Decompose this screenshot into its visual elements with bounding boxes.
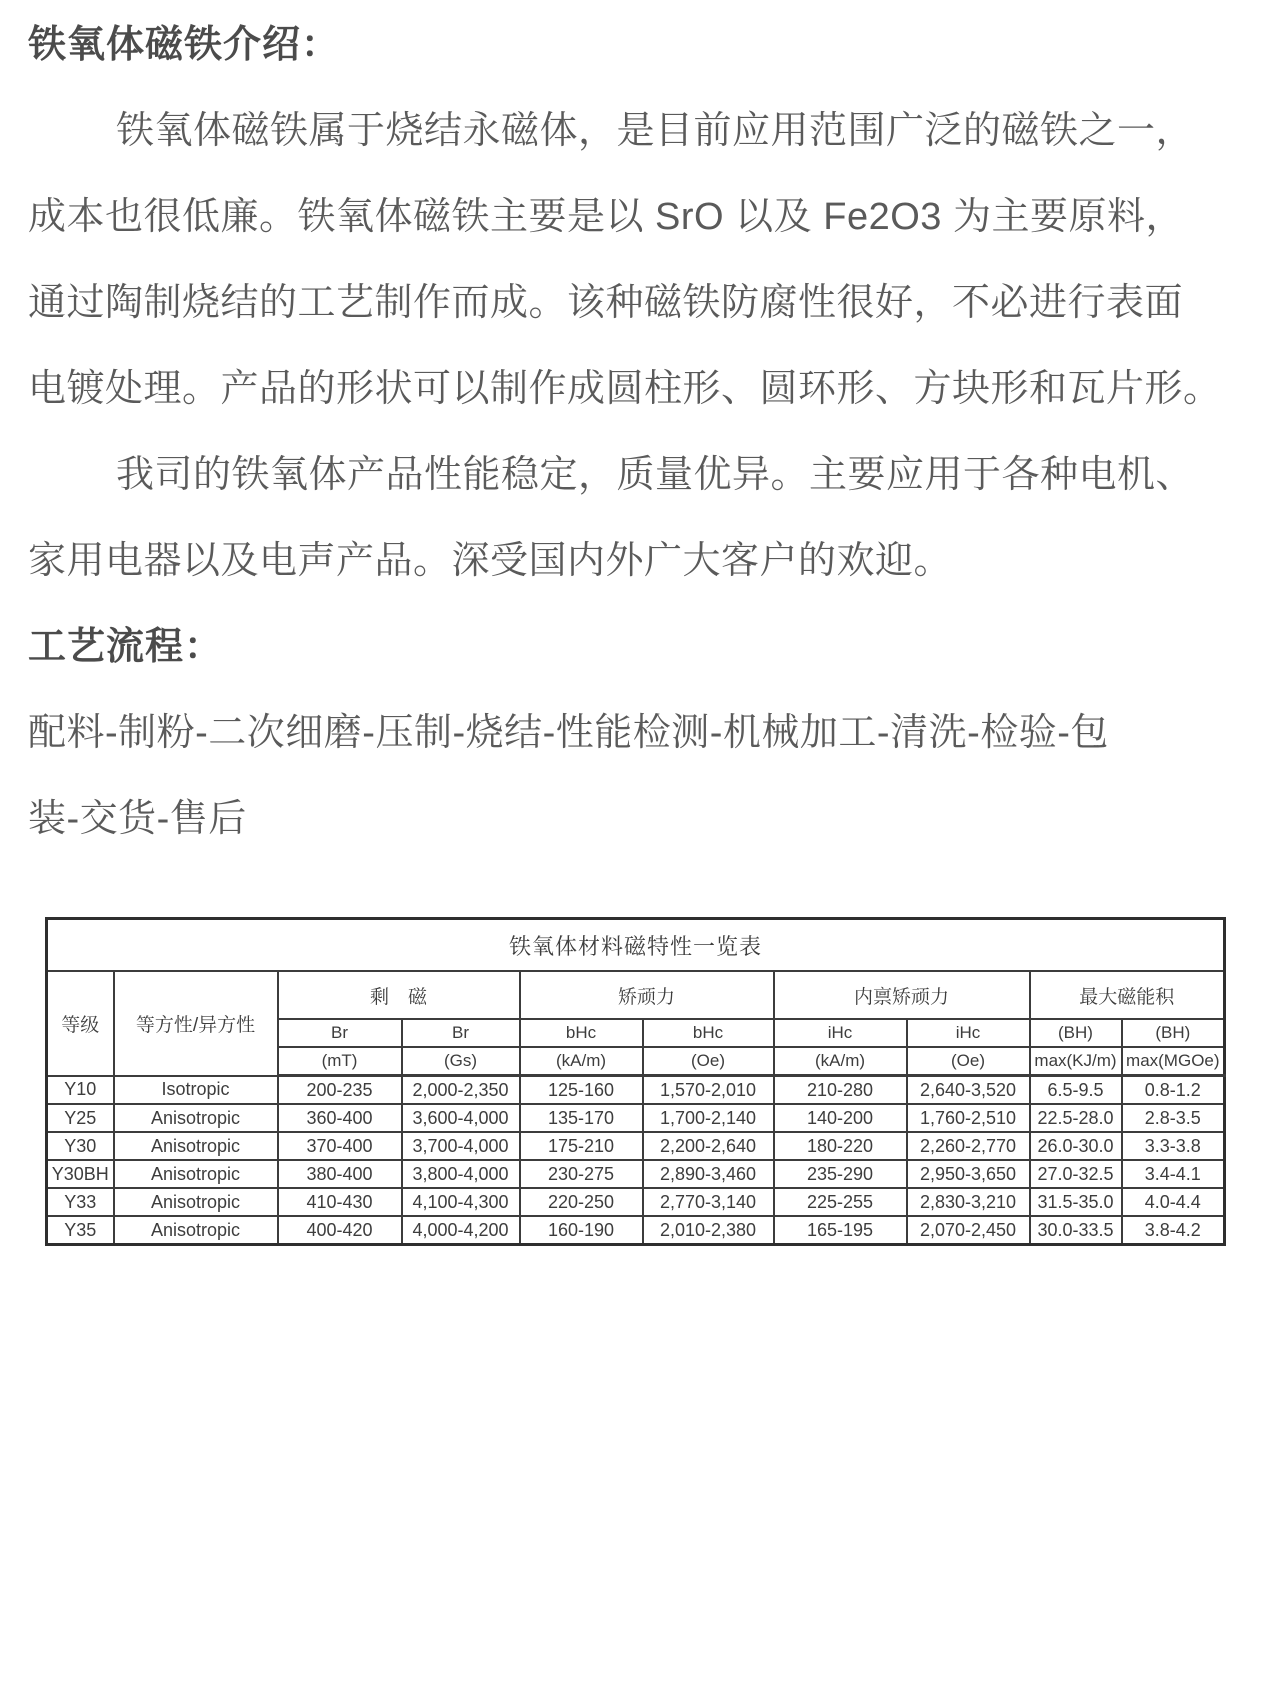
header-cell: bHc	[643, 1019, 774, 1047]
table-cell: 225-255	[774, 1188, 907, 1216]
table-cell: 2,070-2,450	[907, 1216, 1030, 1245]
table-cell: Anisotropic	[114, 1104, 278, 1132]
header-cell: iHc	[907, 1019, 1030, 1047]
table-cell: 360-400	[278, 1104, 402, 1132]
table-cell: 230-275	[520, 1160, 643, 1188]
table-row	[47, 1188, 1225, 1216]
table-title-row	[47, 919, 1225, 972]
table-cell: 30.0-33.5	[1030, 1216, 1122, 1245]
table-cell: 380-400	[278, 1160, 402, 1188]
header-max-energy-product: 最大磁能积	[1030, 971, 1225, 1019]
table-cell: Anisotropic	[114, 1216, 278, 1245]
table-cell: 2,640-3,520	[907, 1076, 1030, 1105]
table-cell: 1,760-2,510	[907, 1104, 1030, 1132]
unit-cell: max(MGOe)	[1122, 1047, 1225, 1076]
table-cell: 180-220	[774, 1132, 907, 1160]
header-cell: (BH)	[1122, 1019, 1225, 1047]
intro-line-3: 通过陶制烧结的工艺制作而成。该种磁铁防腐性很好，不必进行表面	[28, 282, 1184, 324]
table-cell: 220-250	[520, 1188, 643, 1216]
table-cell: 160-190	[520, 1216, 643, 1245]
table-cell: 2,010-2,380	[643, 1216, 774, 1245]
table-cell: 3,600-4,000	[402, 1104, 520, 1132]
table-row	[47, 1216, 1225, 1245]
header-grade: 等级	[47, 971, 114, 1076]
table-row	[47, 1160, 1225, 1188]
table-cell: 27.0-32.5	[1030, 1160, 1122, 1188]
unit-cell: (kA/m)	[520, 1047, 643, 1076]
table-cell: 125-160	[520, 1076, 643, 1105]
header-coercivity: 矫顽力	[520, 971, 774, 1019]
table-cell: 1,570-2,010	[643, 1076, 774, 1105]
table-cell: 3,800-4,000	[402, 1160, 520, 1188]
table-cell: 140-200	[774, 1104, 907, 1132]
table-cell: 3.3-3.8	[1122, 1132, 1225, 1160]
header-cell: (BH)	[1030, 1019, 1122, 1047]
table-cell: 165-195	[774, 1216, 907, 1245]
table-cell: Y30BH	[47, 1160, 114, 1188]
header-cell: iHc	[774, 1019, 907, 1047]
table-title: 铁氧体材料磁特性一览表	[47, 919, 1225, 972]
table-cell: 210-280	[774, 1076, 907, 1105]
unit-cell: (kA/m)	[774, 1047, 907, 1076]
table-cell: Anisotropic	[114, 1188, 278, 1216]
table-cell: 3.8-4.2	[1122, 1216, 1225, 1245]
intro-line-1: 铁氧体磁铁属于烧结永磁体，是目前应用范围广泛的磁铁之一，	[116, 110, 1195, 152]
table-cell: 4.0-4.4	[1122, 1188, 1225, 1216]
unit-cell: (Oe)	[643, 1047, 774, 1076]
header-isotropy: 等方性/异方性	[114, 971, 278, 1076]
table-cell: 2,000-2,350	[402, 1076, 520, 1105]
table-cell: 370-400	[278, 1132, 402, 1160]
table-cell: 2.8-3.5	[1122, 1104, 1225, 1132]
unit-cell: max(KJ/m)	[1030, 1047, 1122, 1076]
table-cell: 6.5-9.5	[1030, 1076, 1122, 1105]
table-cell: 2,890-3,460	[643, 1160, 774, 1188]
header-intrinsic-coercivity: 内禀矫顽力	[774, 971, 1030, 1019]
table-cell: Y30	[47, 1132, 114, 1160]
header-cell: Br	[402, 1019, 520, 1047]
table-cell: 4,000-4,200	[402, 1216, 520, 1245]
table-cell: 4,100-4,300	[402, 1188, 520, 1216]
table-cell: Y10	[47, 1076, 114, 1105]
table-cell: Anisotropic	[114, 1160, 278, 1188]
unit-cell: (Oe)	[907, 1047, 1030, 1076]
table-cell: 26.0-30.0	[1030, 1132, 1122, 1160]
intro-line-5: 我司的铁氧体产品性能稳定，质量优异。主要应用于各种电机、	[116, 454, 1195, 496]
intro-line-2: 成本也很低廉。铁氧体磁铁主要是以 SrO 以及 Fe2O3 为主要原料，	[28, 196, 1184, 238]
table-cell: 200-235	[278, 1076, 402, 1105]
process-line-1: 配料-制粉-二次细磨-压制-烧结-性能检测-机械加工-清洗-检验-包	[28, 712, 1109, 754]
table-cell: 3,700-4,000	[402, 1132, 520, 1160]
intro-line-4: 电镀处理。产品的形状可以制作成圆柱形、圆环形、方块形和瓦片形。	[28, 368, 1222, 410]
table-cell: Y33	[47, 1188, 114, 1216]
process-line-2: 装-交货-售后	[28, 798, 247, 840]
table-cell: 135-170	[520, 1104, 643, 1132]
table-header-group-row	[47, 971, 1225, 1019]
table-cell: Anisotropic	[114, 1132, 278, 1160]
table-cell: 235-290	[774, 1160, 907, 1188]
header-cell: Br	[278, 1019, 402, 1047]
table-cell: 0.8-1.2	[1122, 1076, 1225, 1105]
table-cell: 175-210	[520, 1132, 643, 1160]
table-cell: 1,700-2,140	[643, 1104, 774, 1132]
table-row	[47, 1076, 1225, 1105]
intro-heading: 铁氧体磁铁介绍：	[28, 24, 341, 66]
table-cell: Isotropic	[114, 1076, 278, 1105]
table-cell: Y35	[47, 1216, 114, 1245]
table-cell: 31.5-35.0	[1030, 1188, 1122, 1216]
table-cell: 3.4-4.1	[1122, 1160, 1225, 1188]
intro-line-6: 家用电器以及电声产品。深受国内外广大客户的欢迎。	[28, 540, 953, 582]
header-cell: bHc	[520, 1019, 643, 1047]
table-cell: 2,950-3,650	[907, 1160, 1030, 1188]
table-cell: 22.5-28.0	[1030, 1104, 1122, 1132]
table-row	[47, 1104, 1225, 1132]
table-cell: 2,770-3,140	[643, 1188, 774, 1216]
table-cell: Y25	[47, 1104, 114, 1132]
table-cell: 2,830-3,210	[907, 1188, 1030, 1216]
table-cell: 2,260-2,770	[907, 1132, 1030, 1160]
ferrite-properties-table	[45, 917, 1226, 1246]
unit-cell: (mT)	[278, 1047, 402, 1076]
table-cell: 2,200-2,640	[643, 1132, 774, 1160]
table-row	[47, 1132, 1225, 1160]
process-heading: 工艺流程：	[28, 626, 224, 668]
table-cell: 410-430	[278, 1188, 402, 1216]
table-cell: 400-420	[278, 1216, 402, 1245]
unit-cell: (Gs)	[402, 1047, 520, 1076]
header-remanence: 剩 磁	[278, 971, 520, 1019]
